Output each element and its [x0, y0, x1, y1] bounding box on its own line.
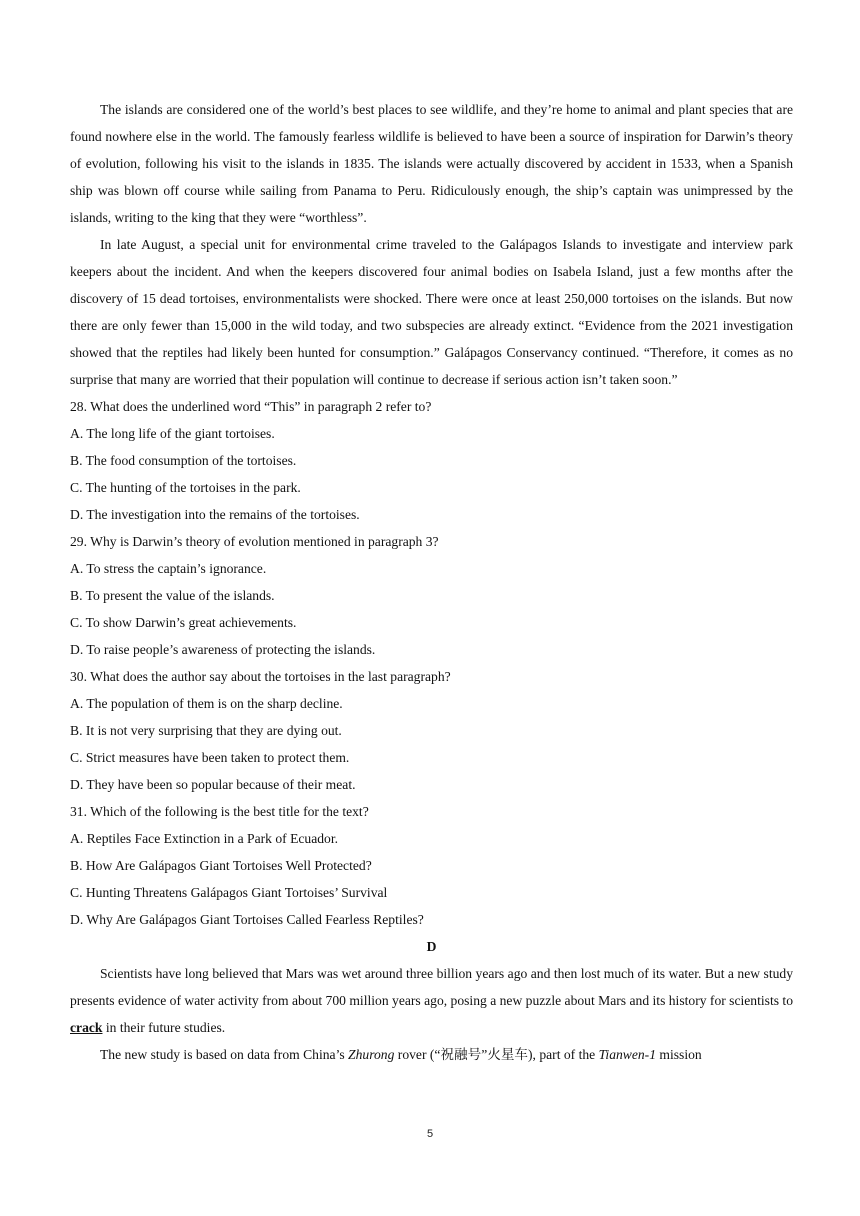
option-c: C. The hunting of the tortoises in the park.	[70, 480, 301, 495]
document-page	[70, 96, 793, 1068]
question-30	[70, 663, 793, 798]
question-28	[70, 393, 793, 528]
page-number: 5	[426, 1128, 434, 1140]
underlined-word-crack: crack	[70, 1020, 103, 1035]
section-heading-d: D	[426, 939, 437, 954]
paragraph-zhurong	[70, 1041, 793, 1068]
option-a: A. To stress the captain’s ignorance.	[70, 561, 267, 576]
option-c: C. Strict measures have been taken to protect them.	[70, 750, 350, 765]
zhurong-rover-name: Zhurong	[348, 1047, 395, 1062]
question-31	[70, 798, 793, 933]
question-stem: 30. What does the author say about the tortoises in the last paragraph?	[70, 669, 451, 684]
option-b: B. It is not very surprising that they are dying out.	[70, 723, 342, 738]
option-d: D. Why Are Galápagos Giant Tortoises Called Fearless Reptiles?	[70, 912, 424, 927]
option-b: B. To present the value of the islands.	[70, 588, 275, 603]
question-stem: 31. Which of the following is the best title for the text?	[70, 804, 369, 819]
option-a: A. The population of them is on the sharp decline.	[70, 696, 343, 711]
option-a: A. Reptiles Face Extinction in a Park of Ecuador.	[70, 831, 339, 846]
question-stem: 28. What does the underlined word “This” in paragraph 2 refer to?	[70, 399, 432, 414]
zhurong-text-1: The new study is based on data from China’s	[100, 1047, 349, 1062]
option-b: B. How Are Galápagos Giant Tortoises Well Protected?	[70, 858, 372, 873]
option-c: C. To show Darwin’s great achievements.	[70, 615, 297, 630]
option-d: D. The investigation into the remains of the tortoises.	[70, 507, 360, 522]
question-29	[70, 528, 793, 663]
tianwen-mission-name: Tianwen-1	[598, 1047, 657, 1062]
paragraph-late-august: In late August, a special unit for environmental crime traveled to the Galápagos Islands to investigate and interview park keepers about the incident. And when the keepers discovered four animal bodies on Isabela Island, just a few months after the discovery of 15 dead tortoises, environmentalists were shocked. There were once at least 250,000 tortoises on the islands. But now there are only fewer than 15,000 in the wild today, and two subspecies are already extinct. “Evidence from the 2021 investigation showed that the reptiles had likely been hunted for consumption.” Galápagos Conservancy continued. “Therefore, it comes as no surprise that many are worried that their population will continue to decrease if serious action isn’t taken soon.”	[70, 237, 793, 387]
option-a: A. The long life of the giant tortoises.	[70, 426, 275, 441]
question-stem: 29. Why is Darwin’s theory of evolution mentioned in paragraph 3?	[70, 534, 439, 549]
option-d: D. To raise people’s awareness of protecting the islands.	[70, 642, 376, 657]
paragraph-islands: The islands are considered one of the world’s best places to see wildlife, and they’re home to animal and plant species that are found nowhere else in the world. The famously fearless wildlife is believed to have been a source of inspiration for Darwin’s theory of evolution, following his visit to the islands in 1835. The islands were actually discovered by accident in 1533, when a Spanish ship was blown off course while sailing from Panama to Peru. Ridiculously enough, the ship’s captain was unimpressed by the islands, writing to the king that they were “worthless”.	[70, 102, 793, 225]
paragraph-mars	[70, 960, 793, 1041]
mars-text-before: Scientists have long believed that Mars was wet around three billion years ago and then lost much of its water. But a new study presents evidence of water activity from about 700 million years ago, posing a new puzzle about Mars and its history for scientists to	[70, 966, 793, 1008]
option-d: D. They have been so popular because of their meat.	[70, 777, 356, 792]
zhurong-text-3: mission	[656, 1047, 702, 1062]
mars-text-after: in their future studies.	[102, 1020, 226, 1035]
zhurong-text-2: rover (“祝融号”火星车), part of the	[394, 1047, 599, 1062]
option-c: C. Hunting Threatens Galápagos Giant Tortoises’ Survival	[70, 885, 388, 900]
option-b: B. The food consumption of the tortoises.	[70, 453, 297, 468]
